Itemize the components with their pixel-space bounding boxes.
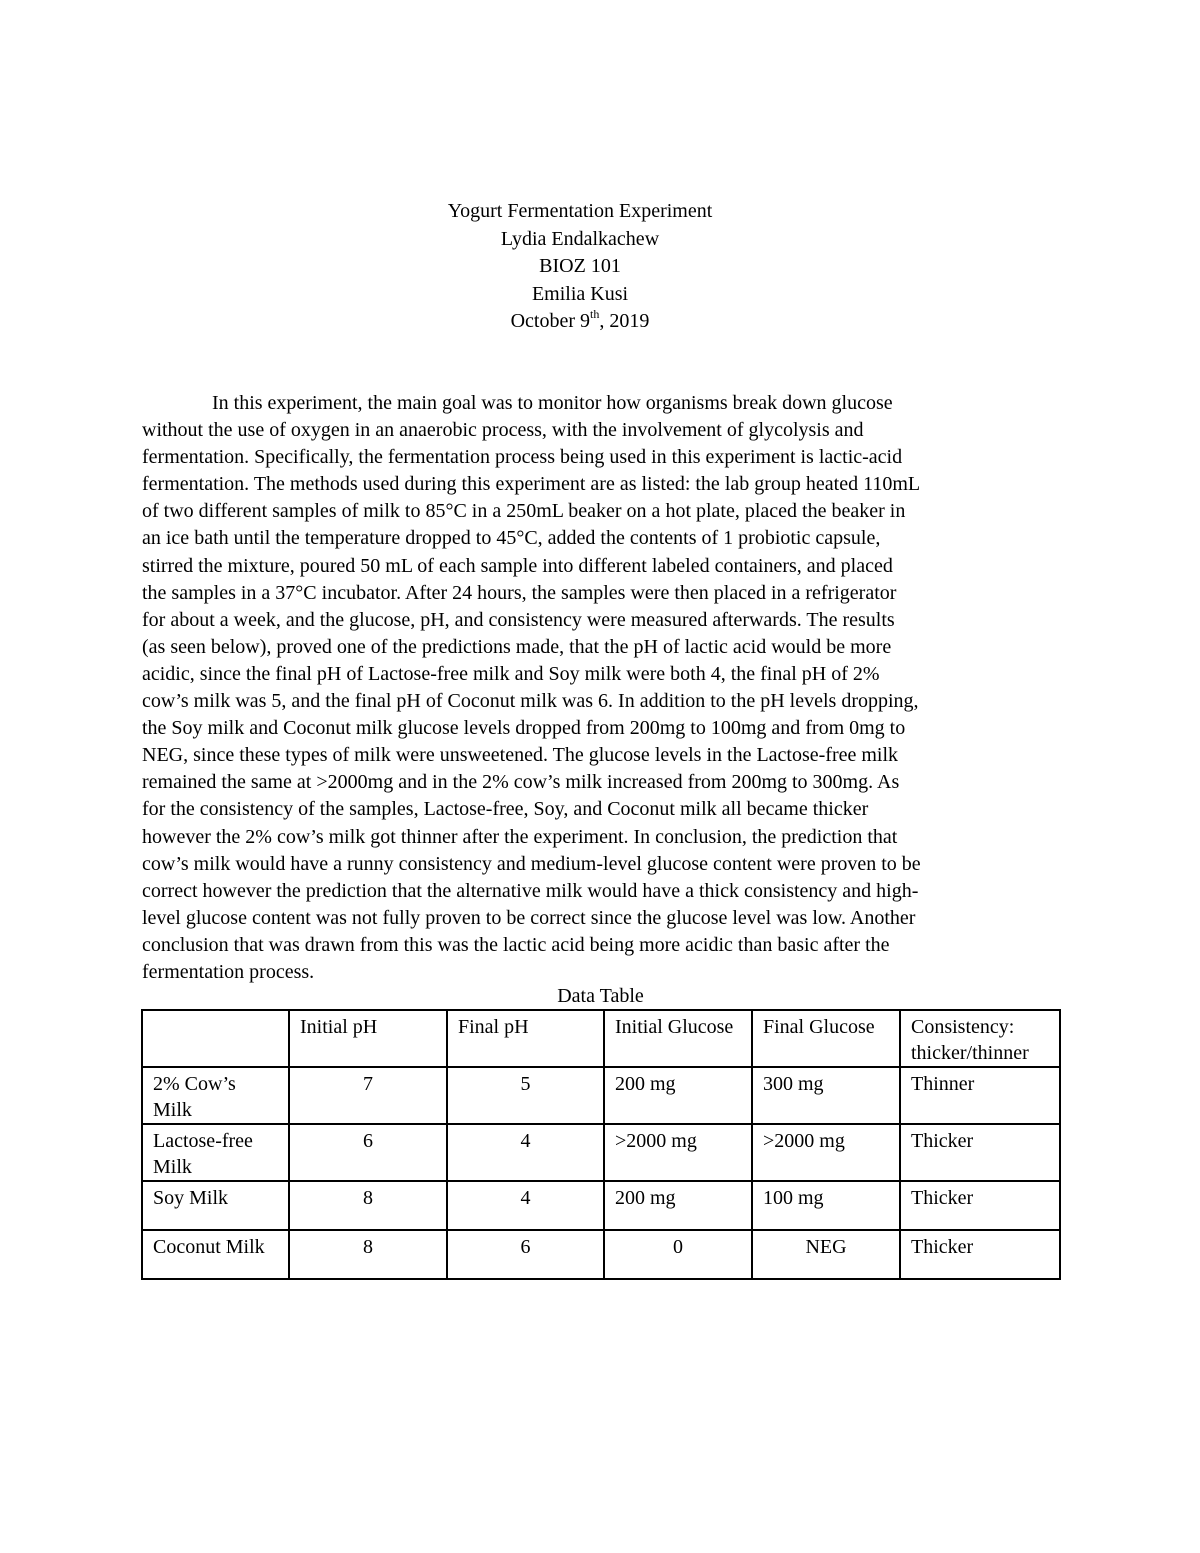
table-cell: 5 xyxy=(447,1067,604,1124)
table-row xyxy=(142,1181,1060,1230)
table-cell: 6 xyxy=(289,1124,447,1181)
course-code: BIOZ 101 xyxy=(539,255,621,277)
table-cell: NEG xyxy=(752,1230,900,1279)
table-cell: Thinner xyxy=(900,1067,1060,1124)
data-table xyxy=(141,1009,1061,1280)
table-cell: 300 mg xyxy=(752,1067,900,1124)
table-cell: Soy Milk xyxy=(142,1181,289,1230)
paragraph-line: for the consistency of the samples, Lactose-free, Soy, and Coconut milk all became thicker xyxy=(142,798,869,821)
paragraph-line: NEG, since these types of milk were unsweetened. The glucose levels in the Lactose-free milk xyxy=(142,744,899,767)
paragraph-line: conclusion that was drawn from this was the lactic acid being more acidic than basic after the xyxy=(142,933,890,956)
document-title: Yogurt Fermentation Experiment xyxy=(447,200,713,222)
table-cell: >2000 mg xyxy=(752,1124,900,1181)
table-cell: Lactose-free Milk xyxy=(142,1124,289,1181)
paragraph-line: cow’s milk would have a runny consistency and medium-level glucose content were proven to be xyxy=(142,852,921,875)
table-cell: 0 xyxy=(604,1230,752,1279)
paragraph-line: In this experiment, the main goal was to monitor how organisms break down glucose xyxy=(212,392,893,414)
paragraph-line: the samples in a 37°C incubator. After 24 hours, the samples were then placed in a refrigerator xyxy=(142,581,897,604)
table-cell: Coconut Milk xyxy=(142,1230,289,1279)
table-cell: 4 xyxy=(447,1181,604,1230)
paragraph-line: of two different samples of milk to 85°C in a 250mL beaker on a hot plate, placed the beaker in xyxy=(142,500,906,523)
table-cell: 4 xyxy=(447,1124,604,1181)
table-cell: >2000 mg xyxy=(604,1124,752,1181)
header-cell xyxy=(142,1010,289,1067)
instructor-name: Emilia Kusi xyxy=(531,282,629,305)
paragraph-line: stirred the mixture, poured 50 mL of each sample into different labeled containers, and placed xyxy=(142,554,893,577)
paragraph-line: remained the same at >2000mg and in the 2% cow’s milk increased from 200mg to 300mg. As xyxy=(142,771,900,794)
header-cell: Consistency: thicker/thinner xyxy=(900,1010,1060,1067)
date-suffix: , 2019 xyxy=(599,310,650,332)
table-cell: 6 xyxy=(447,1230,604,1279)
table-row xyxy=(142,1124,1060,1181)
table-cell: Thicker xyxy=(900,1230,1060,1279)
title-block xyxy=(0,198,1160,336)
body-paragraph xyxy=(142,390,1062,986)
paragraph-line: acidic, since the final pH of Lactose-free milk and Soy milk were both 4, the final pH of 2% xyxy=(142,662,880,685)
paragraph-line: an ice bath until the temperature dropped to 45°C, added the contents of 1 probiotic capsule, xyxy=(142,527,881,550)
table-header-row xyxy=(142,1010,1060,1067)
table-cell: 100 mg xyxy=(752,1181,900,1230)
table-cell: 7 xyxy=(289,1067,447,1124)
document-date xyxy=(0,308,1160,336)
header-cell: Initial Glucose xyxy=(604,1010,752,1067)
paragraph-line: fermentation process. xyxy=(142,960,315,983)
table-cell: 2% Cow’s Milk xyxy=(142,1067,289,1124)
paragraph-line: fermentation. Specifically, the fermentation process being used in this experiment is lactic-acid xyxy=(142,446,903,469)
table-caption: Data Table xyxy=(557,985,644,1007)
author-name: Lydia Endalkachew xyxy=(500,227,660,250)
date-prefix: October 9 xyxy=(510,310,591,332)
paragraph-line: level glucose content was not fully proven to be correct since the glucose level was low. Another xyxy=(142,906,916,929)
paragraph-line: without the use of oxygen in an anaerobic process, with the involvement of glycolysis and xyxy=(142,419,864,442)
table-cell: 8 xyxy=(289,1230,447,1279)
table-row xyxy=(142,1067,1060,1124)
paragraph-line: the Soy milk and Coconut milk glucose levels dropped from 200mg to 100mg and from 0mg to xyxy=(142,717,906,740)
paragraph-line: correct however the prediction that the alternative milk would have a thick consistency and high- xyxy=(142,879,919,902)
table-cell: Thicker xyxy=(900,1181,1060,1230)
header-cell: Initial pH xyxy=(289,1010,447,1067)
table-cell: 200 mg xyxy=(604,1181,752,1230)
table-cell: 8 xyxy=(289,1181,447,1230)
header-cell: Final Glucose xyxy=(752,1010,900,1067)
table-cell: Thicker xyxy=(900,1124,1060,1181)
table-cell: 200 mg xyxy=(604,1067,752,1124)
paragraph-line: (as seen below), proved one of the predictions made, that the pH of lactic acid would be more xyxy=(142,635,892,658)
paragraph-line: cow’s milk was 5, and the final pH of Coconut milk was 6. In addition to the pH levels dropping, xyxy=(142,690,919,713)
paragraph-line: however the 2% cow’s milk got thinner after the experiment. In conclusion, the prediction that xyxy=(142,825,898,848)
header-cell: Final pH xyxy=(447,1010,604,1067)
paragraph-line: fermentation. The methods used during this experiment are as listed: the lab group heated 110mL xyxy=(142,473,921,496)
paragraph-line: for about a week, and the glucose, pH, and consistency were measured afterwards. The results xyxy=(142,608,895,631)
table-row xyxy=(142,1230,1060,1279)
date-ordinal: th xyxy=(590,307,600,322)
